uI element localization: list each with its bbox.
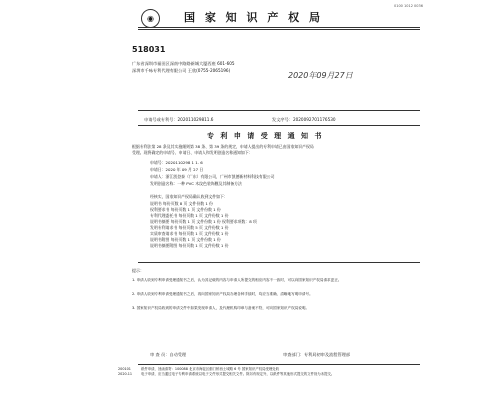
intro-text: 根据专利法第 28 条及其实施细则第 38 条、第 39 条的规定，申请人提出的专利申请已由国家知识产权局 xyxy=(132,144,314,149)
received-doc: 说明书附图 每份页数 1 页 文件份数 1 份 xyxy=(150,237,221,242)
received-doc: 发明专利请求书 每份页数 5 页 文件份数 1 份 xyxy=(150,225,229,230)
issue-serial: 发文序号：2020092701176530 xyxy=(272,117,336,122)
recipient-agency: 深圳市千咏专利代理有限公司 王欣(0755-2065196) xyxy=(132,68,231,73)
form-version: 2020.11 xyxy=(118,372,133,376)
received-doc: 专利代理委托书 每份页数 1 页 文件份数 1 份 xyxy=(150,213,229,218)
examiner: 审 查 员：自动受理 xyxy=(150,352,187,357)
footer-rule xyxy=(138,364,420,365)
header-rule xyxy=(138,27,420,28)
note-item: 1. 申请人收到专利申请受理通知书之后，认为其记载的内容与申请人所提交的相应内容不一致时，可以向国家知识产权局请求更正。 xyxy=(132,278,342,282)
notes-title: 提示： xyxy=(132,268,144,273)
postal-code: 518031 xyxy=(132,45,166,54)
received-doc: 说明书 每份页数 8 页 文件份数 1 份 xyxy=(150,201,213,206)
notes-rule xyxy=(138,262,420,263)
document-code: 0100 1012 0036 xyxy=(394,4,423,8)
note-item: 2. 申请人收到专利申请受理通知书之后，再向国家知识产权局办理各种手续时，均应当准确、清晰地写明申请号。 xyxy=(132,292,313,296)
recipient-address: 广东省深圳市福田区深南中路路新城大厦西座 601-605 xyxy=(132,61,235,66)
info-item: 申请日：2020 年 09 月 27 日 xyxy=(150,167,204,172)
application-number: 申请号或专利号：202011029811.6 xyxy=(144,117,214,122)
issue-date: 2020年09月27日 xyxy=(288,71,353,80)
notice-title: 专 利 申 请 受 理 通 知 书 xyxy=(207,132,324,140)
examining-department: 审查部门：专利局初审及流程管理部 xyxy=(283,352,351,357)
agency-name: 国 家 知 识 产 权 局 xyxy=(184,11,323,24)
intro-text-2: 受理。现将确定的申请号、申请日、申请人和发明创造名称通知如下： xyxy=(132,150,253,155)
header-rule-thin xyxy=(138,29,420,30)
footer-mail-note: 纸件申请，回函请寄：100088 北京市海淀区蓟门桥西土城路 6 号 国家知识产权局受理处收 xyxy=(141,367,280,371)
info-item: 申请号：2020110298 1 1. 6 xyxy=(150,160,203,165)
received-doc: 实质审查请求书 每份页数 1 页 文件份数 1 份 xyxy=(150,231,229,236)
footer-electronic-note: 电子申请，应当通过电子专利申请系统以电子文件形式提交相关文件。除另有规定外，以纸件等其他形式提交的文件视为未提交。 xyxy=(141,372,335,376)
note-item: 3. 国家知识产权局收到的申请文件中如果发现申请人，及代理机构印章与备案不符，可向国家知识产权局说明。 xyxy=(132,306,310,310)
meta-rule-bottom xyxy=(138,125,420,126)
national-emblem-icon: ◉ xyxy=(141,9,160,28)
form-code: 200101 xyxy=(118,367,131,371)
meta-rule xyxy=(138,110,420,111)
info-item: 发明创造名称：一种 PVC 木纹色装饰膜及其制备方法 xyxy=(150,181,242,186)
received-doc: 权利要求书 每份页数 1 页 文件份数 1 份 xyxy=(150,207,221,212)
received-doc: 说明书摘要附图 每份页数 1 页 文件份数 1 份 xyxy=(150,243,229,248)
info-item: 申请人：浙江凯登泰（广东）有限公司，广州市凯德新材料科技有限公司 xyxy=(150,174,275,179)
received-doc: 说明书摘要 每份页数 1 页 文件份数 1 份 权利要求项数：8 项 xyxy=(150,219,257,224)
received-docs-title: 经核实，国家知识产权局确认收到文件如下： xyxy=(150,194,228,199)
